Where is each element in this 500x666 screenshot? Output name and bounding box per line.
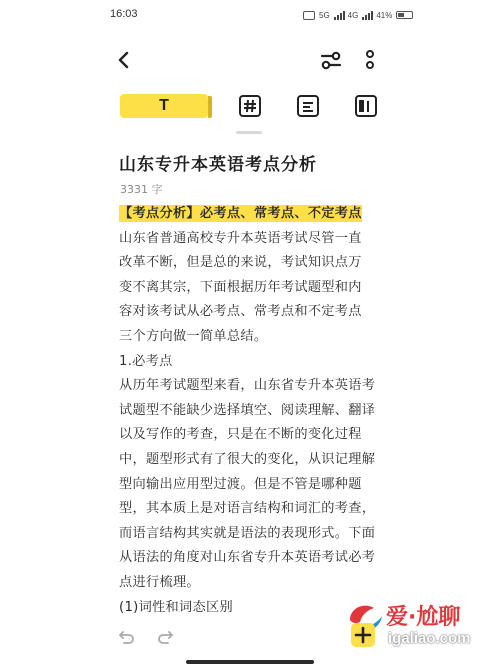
more-button[interactable] — [360, 47, 380, 73]
text-style-icon: T — [159, 97, 169, 114]
format-toolbar — [118, 92, 388, 122]
home-indicator[interactable] — [186, 660, 314, 664]
paragraph-line: 以及写作的考查，只是在不断的变化过程 — [119, 427, 362, 443]
hd-icon — [303, 11, 315, 20]
paragraph-line: 改革不断，但是总的来说，考试知识点万 — [119, 255, 362, 271]
list-button[interactable] — [296, 94, 320, 118]
subsection-heading: (1)词性和词态区别 — [119, 599, 233, 615]
paragraph-line: 型，其本质上是对语言结构和词汇的考查， — [119, 501, 376, 517]
battery-icon — [396, 11, 413, 19]
hash-icon — [238, 94, 262, 118]
paragraph-line: 容对该考试从必考点、常考点和不定考点 — [119, 304, 362, 320]
redo-button[interactable] — [156, 628, 174, 646]
redo-icon — [156, 628, 174, 646]
undo-icon — [118, 628, 136, 646]
status-bar — [0, 0, 500, 30]
highlighted-text: 【考点分析】必考点、常考点、不定考点 — [119, 206, 362, 221]
paragraph-line: 型向输出应用型过渡。但是不管是哪种题 — [119, 476, 362, 492]
layout-button[interactable] — [354, 94, 378, 118]
top-nav — [0, 40, 500, 80]
paragraph-line: 点进行梳理。 — [119, 574, 200, 590]
hashtag-button[interactable] — [238, 94, 262, 118]
word-count: 3331 字 — [120, 183, 163, 196]
back-button[interactable] — [112, 48, 136, 72]
paragraph-line: 从历年考试题型来看，山东省专升本英语考 — [119, 378, 376, 394]
paragraph-line: 三个方向做一简单总结。 — [119, 328, 268, 344]
paragraph-line: 中，题型形式有了很大的变化，从识记理解 — [119, 451, 376, 467]
signal-icon-2 — [362, 11, 372, 20]
list-icon — [296, 94, 320, 118]
document-title[interactable]: 山东专升本英语考点分析 — [119, 155, 317, 175]
more-vertical-icon — [360, 47, 380, 73]
network-label-5g: 5G — [319, 10, 330, 20]
paragraph-line: 变不离其宗，下面根据历年考试题型和内 — [119, 279, 362, 295]
status-icons — [303, 8, 413, 22]
status-time: 16:03 — [110, 8, 138, 20]
undo-button[interactable] — [118, 628, 136, 646]
signal-icon — [334, 11, 344, 20]
plus-box-icon — [350, 622, 376, 648]
battery-percent: 41% — [376, 10, 393, 20]
layout-icon — [354, 94, 378, 118]
filter-button[interactable] — [318, 47, 344, 73]
paragraph-line: 山东省普通高校专升本英语考试尽管一直 — [119, 230, 362, 246]
paragraph-line: 而语言结构其实就是语法的表现形式。下面 — [119, 525, 376, 541]
document-body[interactable] — [119, 202, 384, 620]
add-button[interactable] — [350, 622, 376, 648]
highlight-line — [119, 202, 384, 227]
paragraph-line: 从语法的角度对山东省专升本英语考试必考 — [119, 550, 376, 566]
watermark-brand: 爱·尬聊 — [386, 605, 461, 630]
paragraph-line: 试题型不能缺少选择填空、阅读理解、翻译 — [119, 402, 376, 418]
sheet-handle[interactable] — [236, 131, 262, 134]
section-heading: 1.必考点 — [119, 353, 173, 369]
chevron-left-icon — [112, 48, 136, 72]
network-label-4g: 4G — [347, 10, 359, 20]
watermark-url: igaliao.com — [388, 630, 471, 647]
sliders-icon — [318, 47, 344, 73]
text-style-button[interactable] — [120, 94, 208, 118]
